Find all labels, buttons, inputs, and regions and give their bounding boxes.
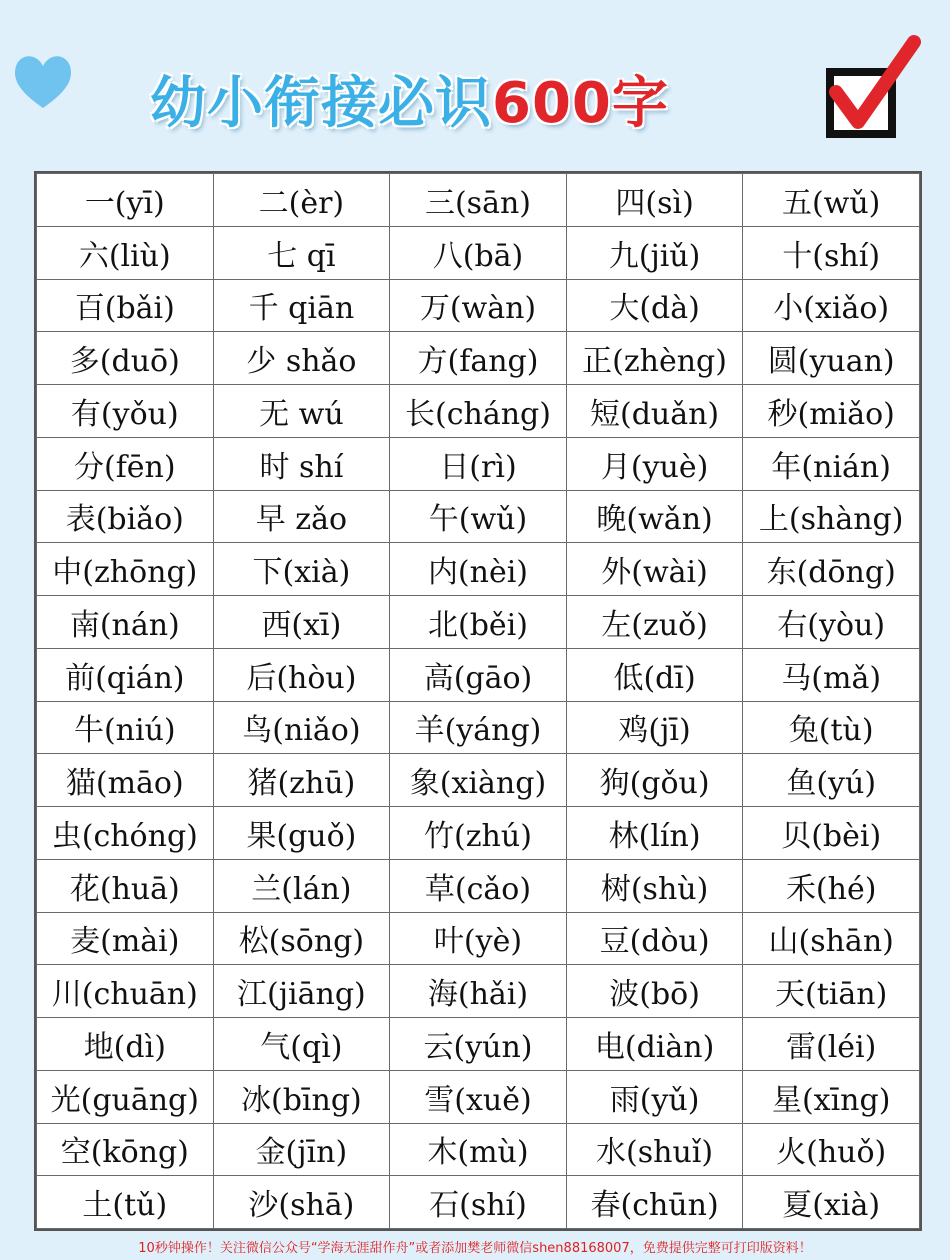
character-cell: 马(mǎ) [743,648,920,701]
heart-icon [10,50,76,112]
character-cell: 雪(xuě) [390,1070,567,1123]
character-cell: 树(shù) [566,859,743,912]
character-cell: 无 wú [213,385,390,438]
character-cell: 九(jiǔ) [566,226,743,279]
character-cell: 地(dì) [37,1018,214,1071]
checkbox-checked-icon [822,30,922,142]
character-cell: 后(hòu) [213,648,390,701]
character-cell: 花(huā) [37,859,214,912]
table-row [37,1018,920,1071]
footer-note: 10秒钟操作！关注微信公众号“学海无涯甜作舟”或者添加樊老师微信shen88168007，免费提供完整可打印版资料！ [0,1238,950,1260]
character-cell: 秒(miǎo) [743,385,920,438]
character-cell: 虫(chóng) [37,807,214,860]
character-cell: 少 shǎo [213,332,390,385]
character-cell: 贝(bèi) [743,807,920,860]
table-row [37,701,920,754]
character-cell: 电(diàn) [566,1018,743,1071]
character-cell: 豆(dòu) [566,912,743,965]
character-cell: 晚(wǎn) [566,490,743,543]
character-cell: 百(bǎi) [37,279,214,332]
header [0,0,950,160]
character-cell: 西(xī) [213,596,390,649]
character-cell: 海(hǎi) [390,965,567,1018]
table-row [37,912,920,965]
table-row [37,859,920,912]
character-cell: 低(dī) [566,648,743,701]
character-cell: 早 zǎo [213,490,390,543]
character-cell: 六(liù) [37,226,214,279]
character-cell: 鱼(yú) [743,754,920,807]
character-cell: 分(fēn) [37,437,214,490]
character-cell: 多(duō) [37,332,214,385]
character-cell: 千 qiān [213,279,390,332]
character-cell: 二(èr) [213,174,390,227]
character-cell: 时 shí [213,437,390,490]
character-cell: 猫(māo) [37,754,214,807]
character-cell: 三(sān) [390,174,567,227]
character-cell: 北(běi) [390,596,567,649]
character-cell: 雨(yǔ) [566,1070,743,1123]
table-row [37,754,920,807]
table-row [37,279,920,332]
table-row [37,1070,920,1123]
character-cell: 八(bā) [390,226,567,279]
character-cell: 木(mù) [390,1123,567,1176]
character-cell: 长(cháng) [390,385,567,438]
character-cell: 空(kōng) [37,1123,214,1176]
character-cell: 果(guǒ) [213,807,390,860]
character-cell: 土(tǔ) [37,1176,214,1229]
character-cell: 禾(hé) [743,859,920,912]
character-cell: 南(nán) [37,596,214,649]
character-cell: 上(shàng) [743,490,920,543]
character-cell: 有(yǒu) [37,385,214,438]
character-cell: 江(jiāng) [213,965,390,1018]
character-cell: 竹(zhú) [390,807,567,860]
title-number: 600字 [492,71,669,136]
character-cell: 松(sōng) [213,912,390,965]
character-cell: 表(biǎo) [37,490,214,543]
table-row [37,437,920,490]
character-cell: 兔(tù) [743,701,920,754]
character-cell: 鸟(niǎo) [213,701,390,754]
character-cell: 山(shān) [743,912,920,965]
character-cell: 火(huǒ) [743,1123,920,1176]
character-cell: 天(tiān) [743,965,920,1018]
character-cell: 日(rì) [390,437,567,490]
character-cell: 春(chūn) [566,1176,743,1229]
table-row [37,226,920,279]
character-cell: 五(wǔ) [743,174,920,227]
character-cell: 麦(mài) [37,912,214,965]
table-row [37,965,920,1018]
character-cell: 七 qī [213,226,390,279]
table-row [37,174,920,227]
character-cell: 右(yòu) [743,596,920,649]
table-row [37,807,920,860]
character-table [34,171,922,1231]
character-cell: 四(sì) [566,174,743,227]
character-cell: 短(duǎn) [566,385,743,438]
character-cell: 雷(léi) [743,1018,920,1071]
character-cell: 鸡(jī) [566,701,743,754]
table-row [37,648,920,701]
character-cell: 林(lín) [566,807,743,860]
character-cell: 波(bō) [566,965,743,1018]
table-row [37,385,920,438]
table-row [37,1176,920,1229]
character-cell: 十(shí) [743,226,920,279]
character-cell: 光(guāng) [37,1070,214,1123]
table-row [37,332,920,385]
character-cell: 兰(lán) [213,859,390,912]
character-cell: 小(xiǎo) [743,279,920,332]
character-cell: 正(zhèng) [566,332,743,385]
character-cell: 石(shí) [390,1176,567,1229]
character-cell: 水(shuǐ) [566,1123,743,1176]
character-cell: 一(yī) [37,174,214,227]
character-grid [36,173,920,1229]
character-cell: 中(zhōng) [37,543,214,596]
character-cell: 羊(yáng) [390,701,567,754]
table-row [37,596,920,649]
character-cell: 东(dōng) [743,543,920,596]
character-cell: 大(dà) [566,279,743,332]
character-cell: 云(yún) [390,1018,567,1071]
character-cell: 圆(yuan) [743,332,920,385]
character-cell: 猪(zhū) [213,754,390,807]
character-cell: 外(wài) [566,543,743,596]
character-cell: 左(zuǒ) [566,596,743,649]
table-row [37,490,920,543]
character-cell: 牛(niú) [37,701,214,754]
character-cell: 象(xiàng) [390,754,567,807]
character-cell: 星(xīng) [743,1070,920,1123]
character-cell: 方(fang) [390,332,567,385]
character-cell: 冰(bīng) [213,1070,390,1123]
character-cell: 内(nèi) [390,543,567,596]
character-cell: 年(nián) [743,437,920,490]
character-cell: 叶(yè) [390,912,567,965]
character-cell: 月(yuè) [566,437,743,490]
title-text: 幼小衔接必识 [150,71,492,136]
character-cell: 高(gāo) [390,648,567,701]
character-cell: 气(qì) [213,1018,390,1071]
character-cell: 狗(gǒu) [566,754,743,807]
character-cell: 下(xià) [213,543,390,596]
character-cell: 万(wàn) [390,279,567,332]
table-row [37,1123,920,1176]
character-cell: 午(wǔ) [390,490,567,543]
character-cell: 沙(shā) [213,1176,390,1229]
character-cell: 夏(xià) [743,1176,920,1229]
table-row [37,543,920,596]
character-cell: 川(chuān) [37,965,214,1018]
character-cell: 草(cǎo) [390,859,567,912]
character-cell: 金(jīn) [213,1123,390,1176]
page-title [150,64,669,144]
character-cell: 前(qián) [37,648,214,701]
